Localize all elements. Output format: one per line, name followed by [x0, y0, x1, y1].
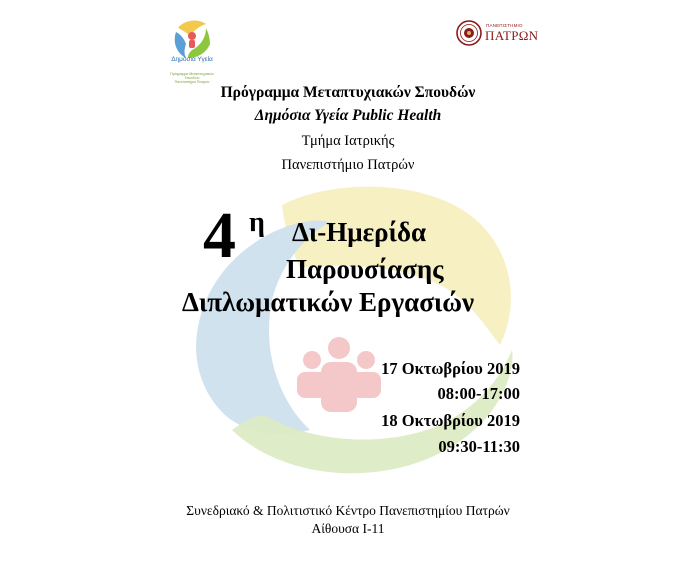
- day1-time: 08:00-17:00: [437, 384, 520, 403]
- edition-number: 4: [203, 199, 236, 272]
- university-name-small: ΠΑΝΕΠΙΣΤΗΜΙΟ: [486, 23, 523, 28]
- program-name: Δημόσια Υγεία Public Health: [254, 107, 442, 124]
- day2-time: 09:30-11:30: [438, 437, 520, 456]
- university-name-big: ΠΑΤΡΩΝ: [485, 28, 539, 43]
- title-line-1: Δι-Ημερίδα: [292, 217, 427, 247]
- venue-room: Αίθουσα Ι-11: [311, 521, 385, 536]
- venue-place: Συνεδριακό & Πολιτιστικό Κέντρο Πανεπιστημίου Πατρών: [186, 503, 510, 518]
- edition-superscript: η: [249, 207, 265, 238]
- department-name: Τμήμα Ιατρικής: [301, 133, 395, 149]
- title-line-3: Διπλωματικών Εργασιών: [182, 287, 475, 317]
- public-health-logo-name: Δημόσια Υγεία: [171, 56, 213, 63]
- public-health-logo-tagline: Πρόγραμμα Μεταπτυχιακών Σπουδών Πανεπιστήμιο Πατρών: [170, 72, 214, 85]
- university-seal-icon: [456, 20, 482, 46]
- university-name: Πανεπιστήμιο Πατρών: [281, 157, 415, 173]
- university-of-patras-logo: [456, 20, 540, 46]
- people-group-icon: [297, 337, 381, 412]
- title-line-2: Παρουσίασης: [286, 254, 444, 284]
- program-heading: Πρόγραμμα Μεταπτυχιακών Σπουδών: [220, 84, 476, 101]
- day2-date: 18 Οκτωβρίου 2019: [381, 411, 520, 430]
- day1-date: 17 Οκτωβρίου 2019: [381, 359, 520, 378]
